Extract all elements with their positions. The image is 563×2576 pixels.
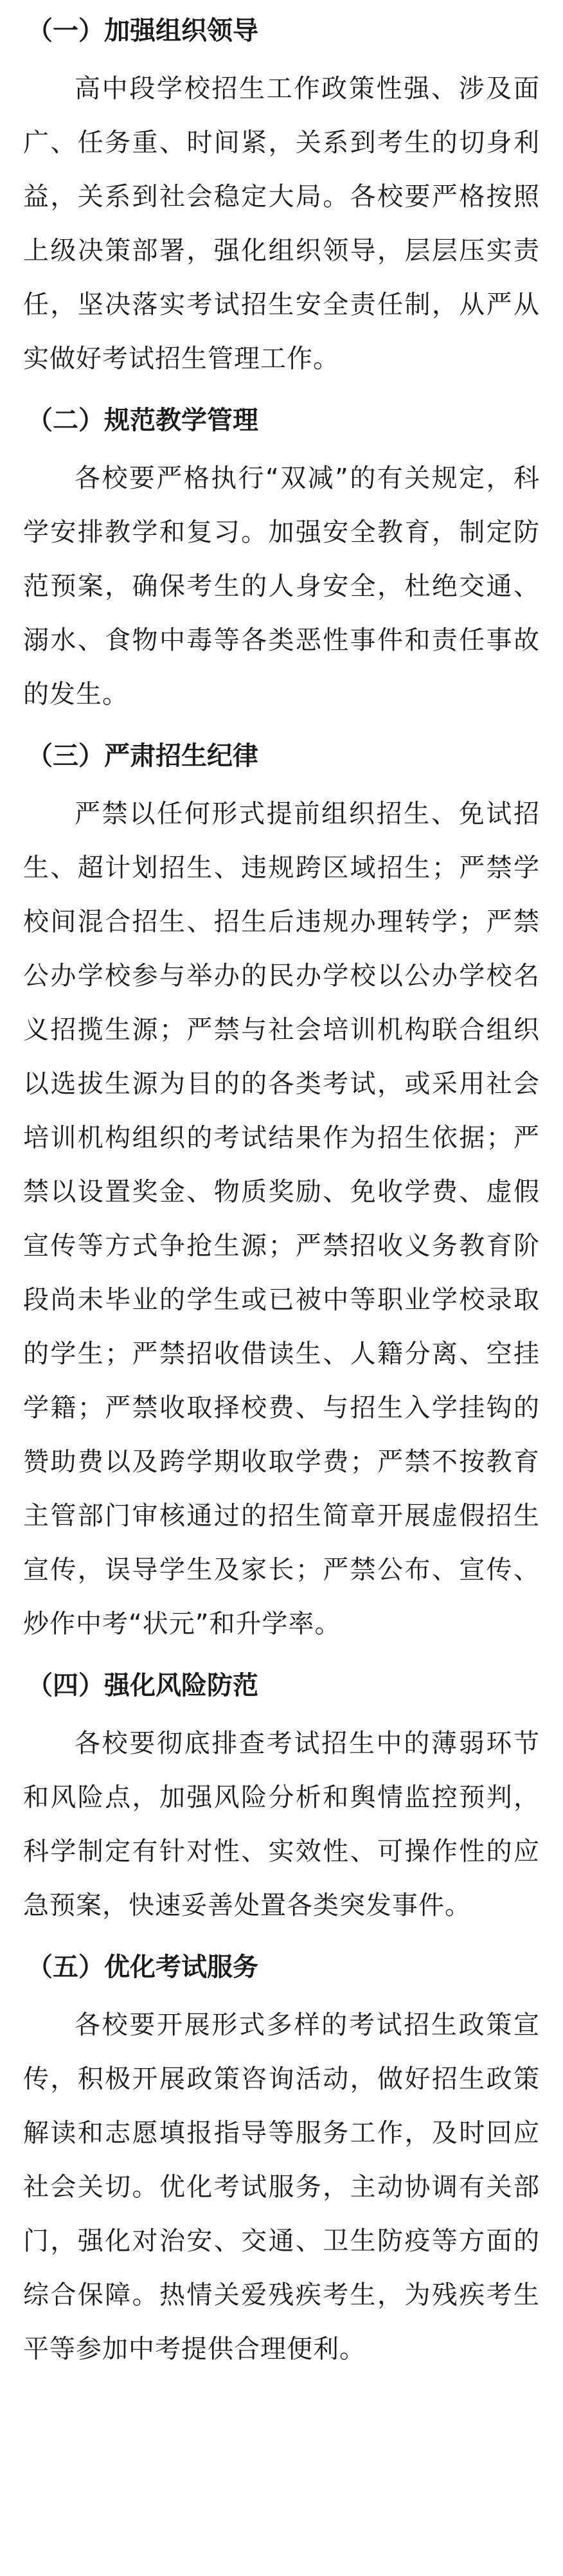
section-heading: （三）严肃招生纪律 [27, 741, 258, 771]
section-heading: （四）强化风险防范 [27, 1671, 258, 1700]
section-paragraph: 各校要严格执行“双减”的有关规定，科学安排教学和复习。加强安全教育，制定防范预案，确保考生的人身安全，杜绝交通、溺水、食物中毒等各类恶性事件和责任事故的发生。 [23, 464, 540, 709]
section-enrollment-discipline [23, 734, 540, 1651]
section-heading: （五）优化考试服务 [27, 1952, 258, 1982]
section-paragraph: 各校要开展形式多样的考试招生政策宣传，积极开展政策咨询活动，做好招生政策解读和志愿填报指导等服务工作，及时回应社会关切。优化考试服务，主动协调有关部门，强化对治安、交通、卫生防疫等方面的综合保障。热情关爱残疾考生，为残疾考生平等参加中考提供合理便利。 [23, 2010, 540, 2364]
section-organization-leadership [23, 9, 540, 386]
section-paragraph: 各校要彻底排查考试招生中的薄弱环节和风险点，加强风险分析和舆情监控预判，科学制定有针对性、实效性、可操作性的应急预案，快速妥善处置各类突发事件。 [23, 1729, 540, 1920]
section-paragraph: 高中段学校招生工作政策性强、涉及面广、任务重、时间紧，关系到考生的切身利益，关系到社会稳定大局。各校要严格按照上级决策部署，强化组织领导，层层压实责任，坚决落实考试招生安全责任制，从严从实做好考试招生管理工作。 [23, 74, 540, 374]
section-heading: （二）规范教学管理 [27, 406, 258, 435]
section-exam-services [23, 1945, 540, 2376]
section-heading: （一）加强组织领导 [27, 16, 258, 46]
section-risk-prevention [23, 1664, 540, 1932]
section-teaching-management [23, 399, 540, 721]
section-paragraph: 严禁以任何形式提前组织招生、免试招生、超计划招生、违规跨区域招生；严禁学校间混合招生、招生后违规办理转学；严禁公办学校参与举办的民办学校以公办学校名义招揽生源；严禁与社会培训机构联合组织以选拔生源为目的的各类考试，或采用社会培训机构组织的考试结果作为招生依据；严禁以设置奖金、物质奖励、免收学费、虚假宣传等方式争抢生源；严禁招收义务教育阶段尚未毕业的学生或已被中等职业学校录取的学生；严禁招收借读生、人籍分离、空挂学籍；严禁收取择校费、与招生入学挂钩的赞助费以及跨学期收取学费；严禁不按教育主管部门审核通过的招生简章开展虚假招生宣传，误导学生及家长；严禁公布、宣传、炒作中考“状元”和升学率。 [23, 799, 540, 1639]
